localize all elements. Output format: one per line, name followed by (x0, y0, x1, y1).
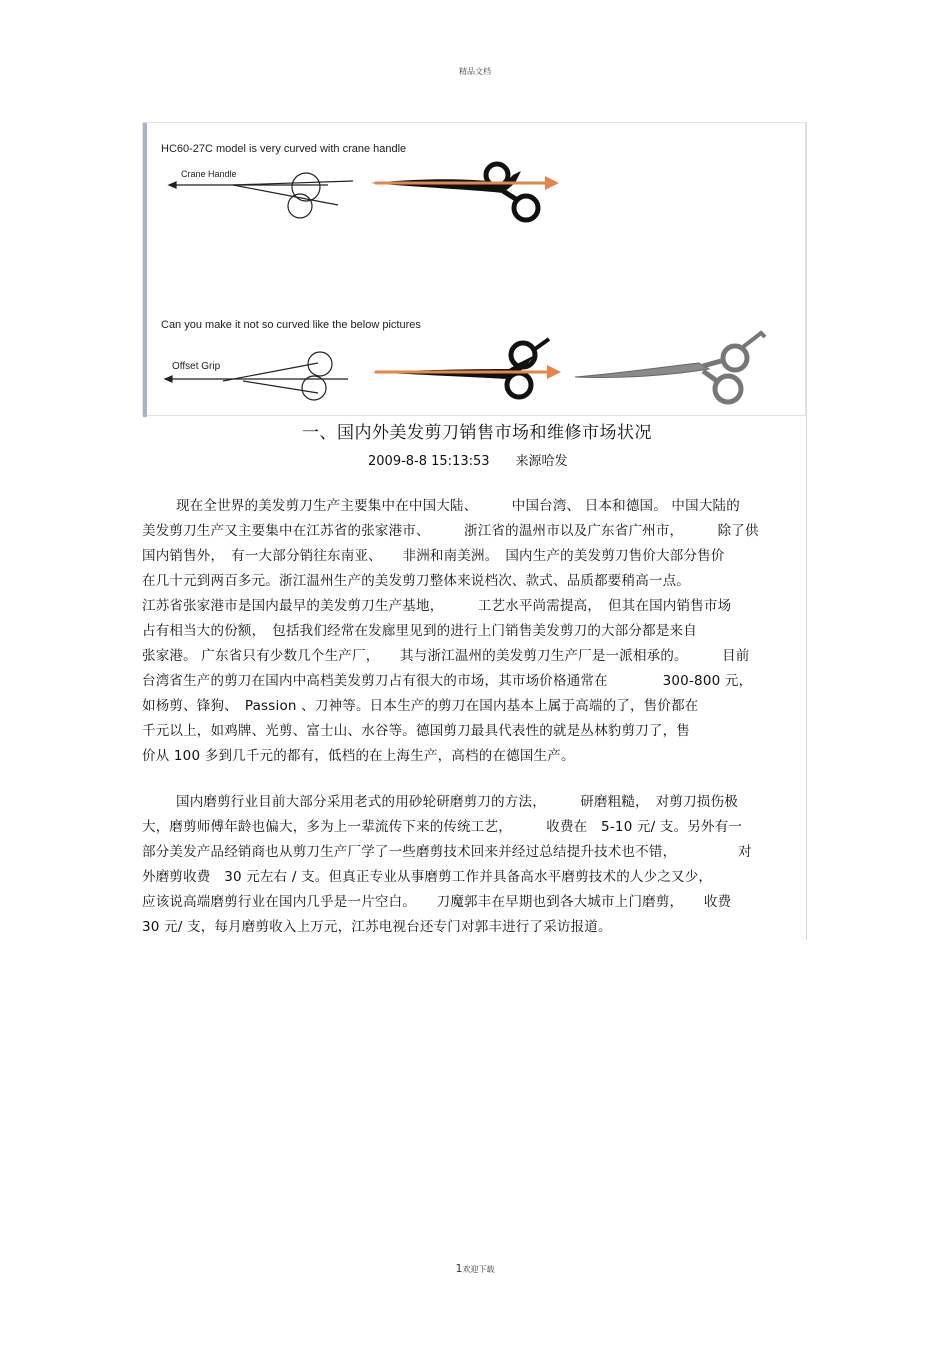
text-line: 应该说高端磨剪行业在国内几乎是一片空白。 刀魔郭丰在早期也到各大城市上门磨剪， 收费 (142, 894, 732, 910)
article-title-text: 一、国内外美发剪刀销售市场和维修市场状况 (302, 423, 652, 443)
text-line: 部分美发产品经销商也从剪刀生产厂学了一些磨剪技术回来并经过总结提升技术也不错， 对 (142, 844, 752, 860)
paragraph-2 (142, 790, 806, 940)
scissors-illustration (143, 123, 807, 417)
offset-grip-diagram (165, 352, 348, 400)
page-number: 1 (455, 1262, 463, 1275)
text-line: 千元以上，如鸡牌、光剪、富士山、水谷等。德国剪刀最具代表性的就是丛林豹剪刀了，售 (142, 723, 690, 739)
crane-handle-label: Crane Handle (181, 169, 237, 179)
page-header-note: 精品文档 (459, 67, 491, 76)
page-footer (0, 1262, 950, 1275)
publish-date: 2009-8-8 15:13:53 (368, 454, 490, 469)
text-line: 美发剪刀生产又主要集中在江苏省的张家港市、 浙江省的温州市以及广东省广州市， 除了供 (142, 523, 759, 539)
text-line: 大，磨剪师傅年龄也偏大，多为上一辈流传下来的传统工艺， 收费在 5-10 元/ 支。另外有一 (142, 819, 743, 835)
text-line: 在几十元到两百多元。浙江温州生产的美发剪刀整体来说档次、款式、品质都要稍高一点。 (142, 573, 690, 589)
text-line: 外磨剪收费 30 元左右 / 支。但真正专业从事磨剪工作并具备高水平磨剪技术的人少之又少， (142, 869, 713, 885)
text-line: 价从 100 多到几千元的都有，低档的在上海生产，高档的在德国生产。 (142, 748, 575, 764)
text-line: 30 元/ 支，每月磨剪收入上万元，江苏电视台还专门对郭丰进行了采访报道。 (142, 919, 612, 935)
scissors-figure (142, 122, 806, 416)
offset-scissors-bottom (371, 339, 561, 397)
figure-caption-top: HC60-27C model is very curved with crane handle (161, 143, 407, 155)
text-line: 江苏省张家港市是国内最早的美发剪刀生产基地， 工艺水平尚需提高， 但其在国内销售市场 (142, 598, 732, 614)
photo-scissors-bottom (575, 333, 765, 402)
text-line: 占有相当大的份额， 包括我们经常在发廊里见到的进行上门销售美发剪刀的大部分都是来自 (142, 623, 697, 639)
text-line: 现在全世界的美发剪刀生产主要集中在中国大陆、 中国台湾、 日本和德国。 中国大陆的 (176, 498, 740, 514)
text-line: 如杨剪、锋狗、 Passion 、刀神等。日本生产的剪刀在国内基本上属于高端的了，售价都在 (142, 698, 699, 714)
crane-handle-diagram (169, 173, 353, 218)
article-source: 来源哈发 (515, 454, 568, 469)
figure-caption-bottom: Can you make it not so curved like the below pictures (161, 319, 421, 331)
paragraph-1 (142, 494, 806, 769)
offset-grip-label: Offset Grip (172, 361, 221, 372)
dateline (368, 450, 568, 469)
article-title (142, 418, 806, 443)
curved-scissors-top (371, 164, 559, 220)
text-line: 张家港。 广东省只有少数几个生产厂， 其与浙江温州的美发剪刀生产厂是一派相承的。 目前 (142, 648, 750, 664)
text-line: 国内销售外， 有一大部分销往东南亚、 非洲和南美洲。 国内生产的美发剪刀售价大部分售价 (142, 548, 725, 564)
footer-note: 欢迎下载 (462, 1265, 495, 1274)
text-line: 国内磨剪行业目前大部分采用老式的用砂轮研磨剪刀的方法， 研磨粗糙， 对剪刀损伤极 (176, 794, 738, 810)
text-line: 台湾省生产的剪刀在国内中高档美发剪刀占有很大的市场，其市场价格通常在 300-800 元， (142, 673, 753, 689)
